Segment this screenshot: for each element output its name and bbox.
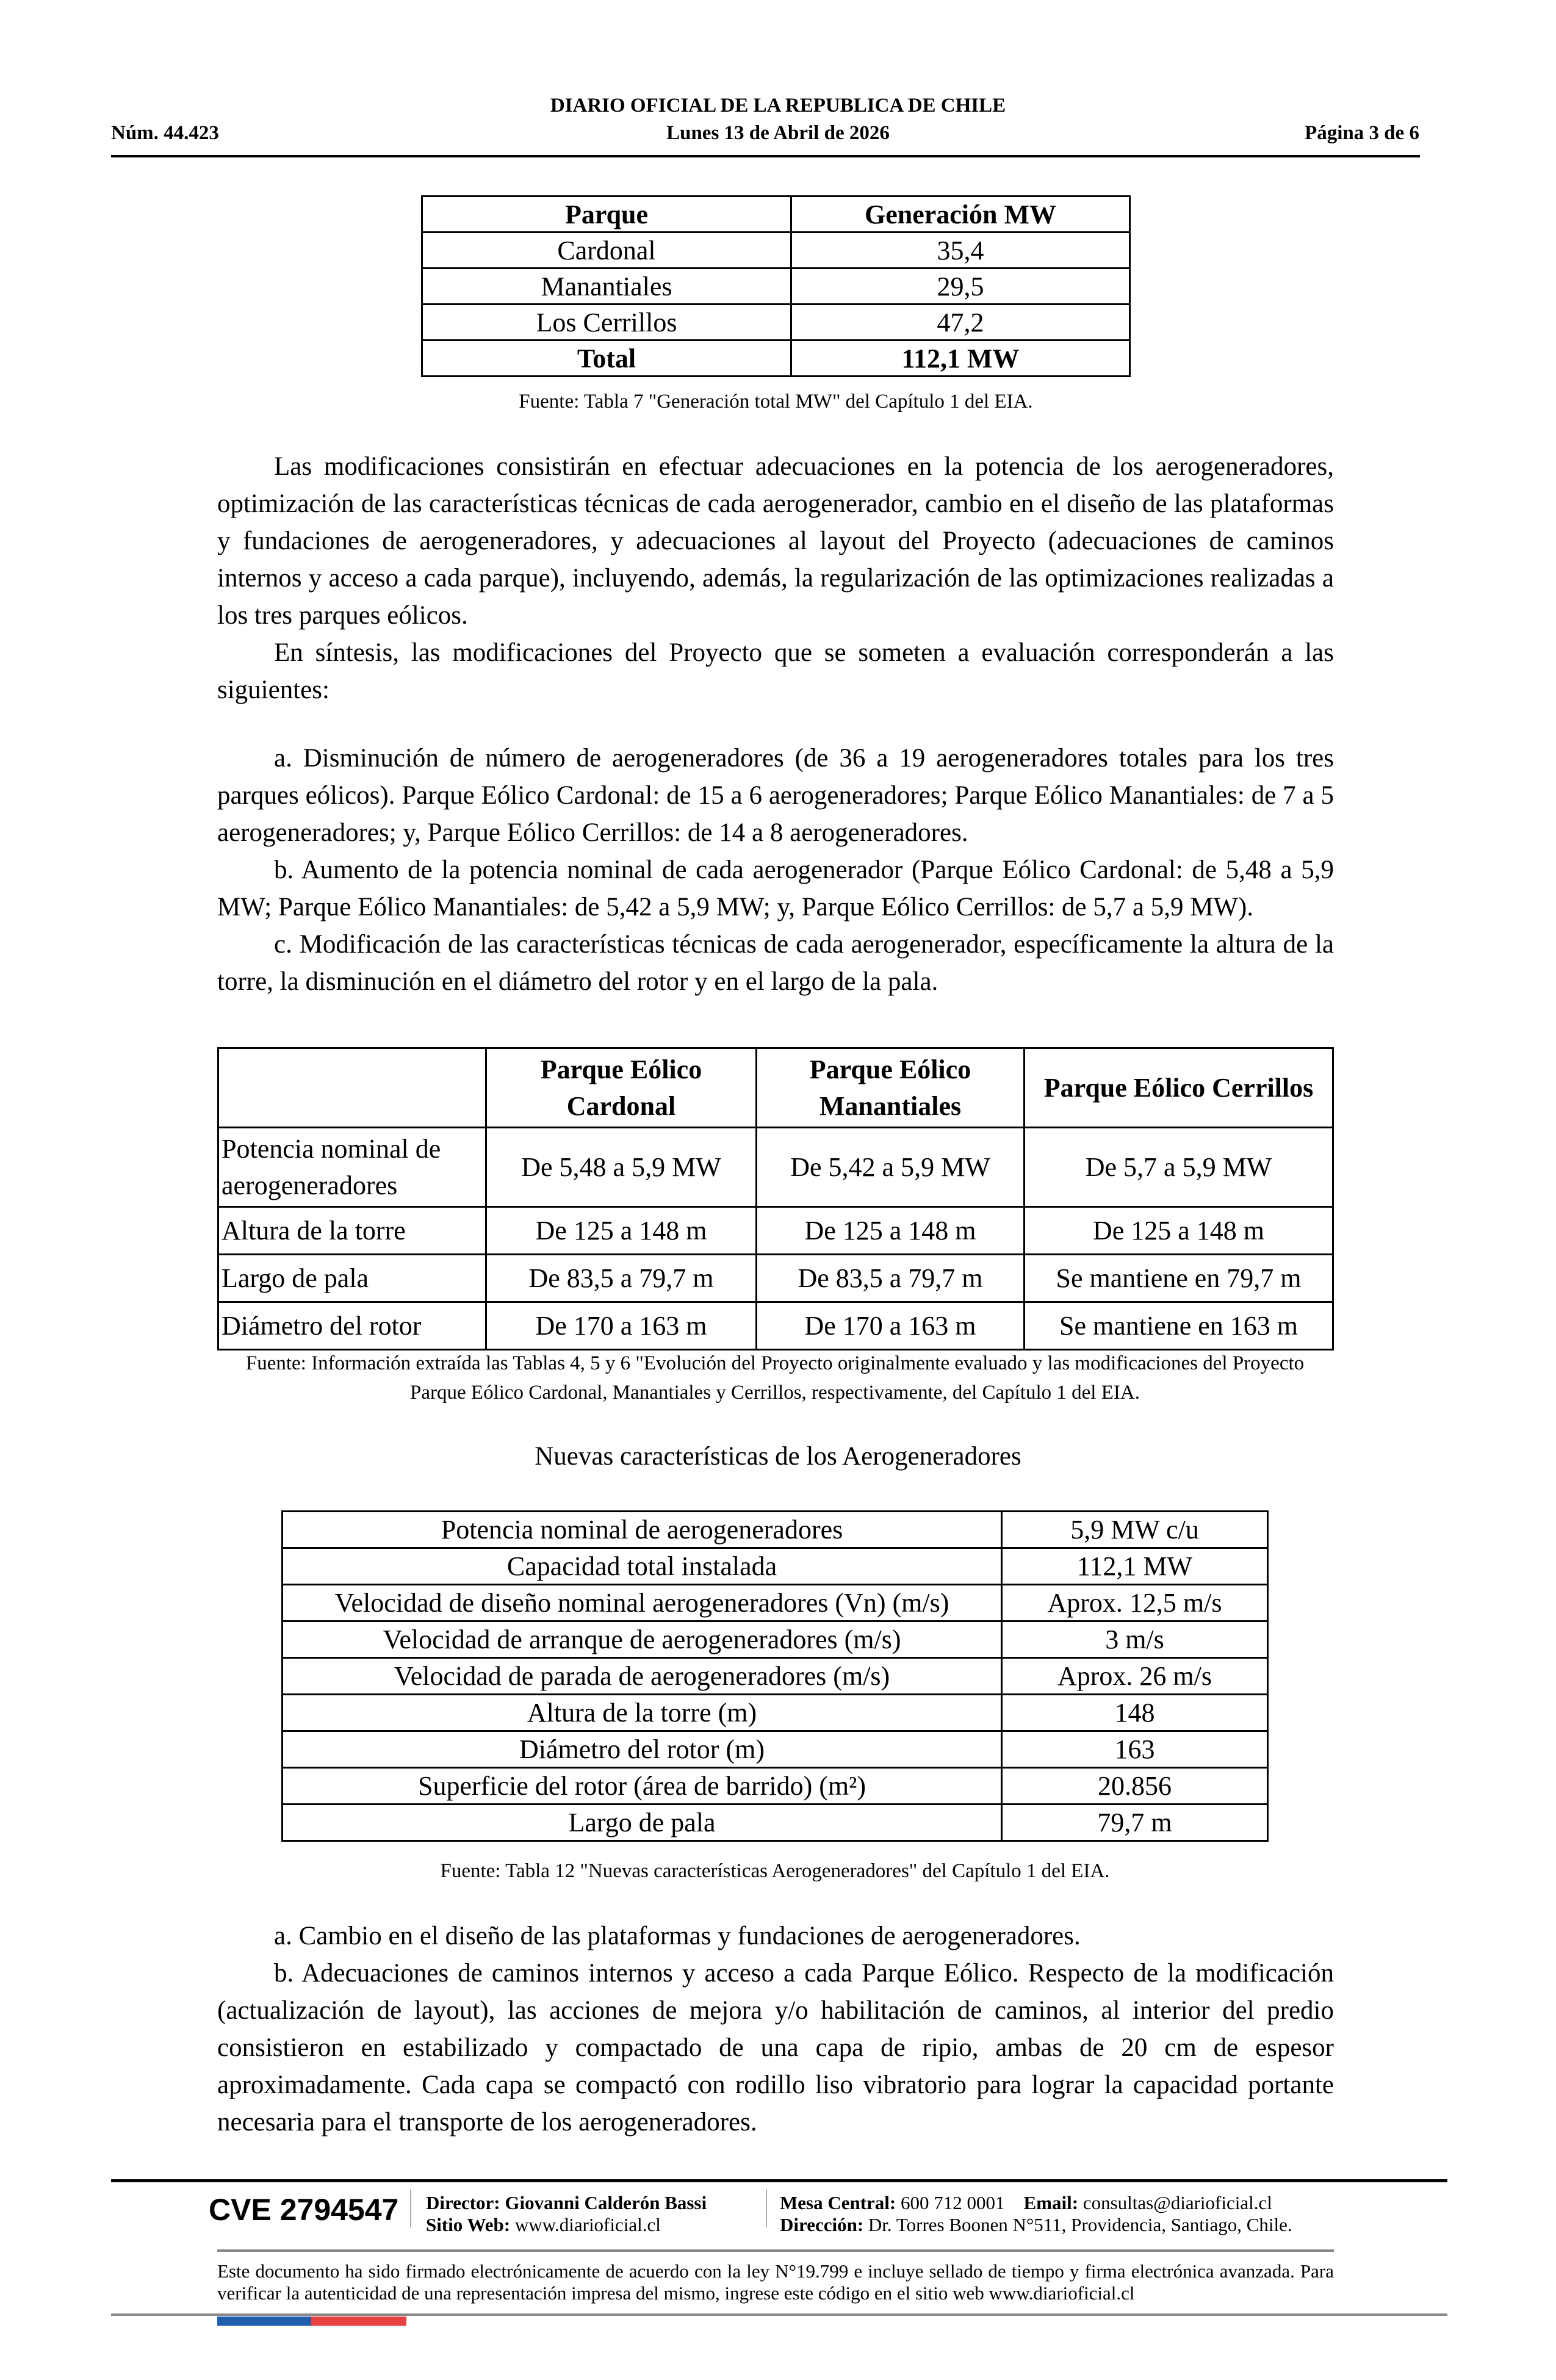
label: Sitio Web: xyxy=(426,2214,511,2235)
website-link[interactable]: www.diarioficial.cl xyxy=(514,2214,661,2235)
list-item: c. Modificación de las características técnicas de cada aerogenerador, específicamente la altura de la torre, la disminución en el diámetro del rotor y en el largo de la pala. xyxy=(217,930,1334,996)
cell: Total xyxy=(422,341,791,377)
list-item: b. Adecuaciones de caminos internos y acceso a cada Parque Eólico. Respecto de la modificación (actualización de layout), las acciones de mejora y/o habilitación de caminos, al interior del predio consistieron en estabilizado y compactado de una capa de ripio, ambas de 20 cm de espesor aproximadamente. Cada capa se compactó con rodillo liso vibratorio para lograr la capacidad portante necesaria para el transporte de los aerogeneradores. xyxy=(217,1959,1334,2137)
paragraph: En síntesis, las modificaciones del Proyecto que se someten a evaluación corresponderán a las siguientes: xyxy=(217,638,1334,704)
property-value: 112,1 MW xyxy=(1002,1548,1268,1585)
table2-source: Fuente: Información extraída las Tablas 4, 5 y 6 "Evolución del Proyecto originalmente evaluado y las modificaciones del Proyecto Parque Eólico Cardonal, Manantiales y Cerrillos, respectivamente, del Capítulo 1 del EIA. xyxy=(245,1352,1305,1404)
paragraph: Las modificaciones consistirán en efectuar adecuaciones en la potencia de los aerogeneradores, optimización de las características técnicas de cada aerogenerador, cambio en el diseño de las plataformas y fundaciones de aerogeneradores, y adecuaciones al layout del Proyecto (adecuaciones de caminos internos y acceso a cada parque), incluyendo, además, la regularización de las optimizaciones realizadas a los tres parques eólicos. xyxy=(217,452,1334,630)
list-item: a. Cambio en el diseño de las plataformas y fundaciones de aerogeneradores. xyxy=(274,1922,1081,1950)
footer-divider xyxy=(217,2249,1334,2252)
property-label: Altura de la torre (m) xyxy=(283,1695,1002,1731)
footer-rule xyxy=(111,2179,1447,2182)
flag-red-bar xyxy=(311,2317,406,2326)
label: Dirección: xyxy=(780,2214,864,2235)
cell: De 125 a 148 m xyxy=(486,1207,757,1255)
cell: De 5,42 a 5,9 MW xyxy=(757,1128,1025,1207)
cell: 47,2 xyxy=(791,305,1130,341)
col-header: Parque Eólico Manantiales xyxy=(757,1048,1025,1128)
table-row xyxy=(283,1621,1268,1658)
property-label: Superficie del rotor (área de barrido) (m²) xyxy=(283,1768,1002,1805)
property-value: 3 m/s xyxy=(1002,1621,1268,1658)
property-value: 148 xyxy=(1002,1695,1268,1731)
body-paragraphs xyxy=(217,448,1334,709)
cell: Se mantiene en 79,7 m xyxy=(1025,1255,1333,1302)
email-link[interactable]: consultas@diarioficial.cl xyxy=(1082,2192,1272,2213)
changes-list xyxy=(217,1917,1334,2141)
property-label: Velocidad de arranque de aerogeneradores (m/s) xyxy=(283,1621,1002,1658)
cell: Los Cerrillos xyxy=(422,305,791,341)
property-value: Aprox. 26 m/s xyxy=(1002,1658,1268,1695)
footer-contact xyxy=(780,2192,1292,2236)
table3-source: Fuente: Tabla 12 "Nuevas características Aerogeneradores" del Capítulo 1 del EIA. xyxy=(440,1860,1110,1882)
cell: Cardonal xyxy=(422,233,791,269)
property-value: 20.856 xyxy=(1002,1768,1268,1805)
cell: 35,4 xyxy=(791,233,1130,269)
cell: De 125 a 148 m xyxy=(757,1207,1025,1255)
property-value: 163 xyxy=(1002,1731,1268,1768)
cve-code: CVE 2794547 xyxy=(209,2193,399,2227)
table-row xyxy=(218,1302,1333,1350)
label: Email: xyxy=(1023,2192,1079,2213)
row-label: Altura de la torre xyxy=(218,1207,486,1255)
table-row xyxy=(422,233,1130,269)
parks-comparison-table xyxy=(217,1047,1334,1350)
row-label: Diámetro del rotor xyxy=(218,1302,486,1350)
divider xyxy=(410,2190,411,2227)
list-item: b. Aumento de la potencia nominal de cada aerogenerador (Parque Eólico Cardonal: de 5,48 a 5,9 MW; Parque Eólico Manantiales: de 5,42 a 5,9 MW; y, Parque Eólico Cerrillos: de 5,7 a 5,9 MW). xyxy=(217,856,1334,921)
table-row xyxy=(283,1512,1268,1548)
total-row xyxy=(422,341,1130,377)
cell: De 170 a 163 m xyxy=(486,1302,757,1350)
table-row xyxy=(283,1805,1268,1841)
property-value: Aprox. 12,5 m/s xyxy=(1002,1585,1268,1621)
cell: De 83,5 a 79,7 m xyxy=(486,1255,757,1302)
property-label: Velocidad de diseño nominal aerogeneradores (Vn) (m/s) xyxy=(283,1585,1002,1621)
cell: Se mantiene en 163 m xyxy=(1025,1302,1333,1350)
cell: 112,1 MW xyxy=(791,341,1130,377)
header-rule xyxy=(111,155,1420,157)
property-label: Capacidad total instalada xyxy=(283,1548,1002,1585)
issue-number: Núm. 44.423 xyxy=(111,122,219,144)
director-name: Giovanni Calderón Bassi xyxy=(505,2192,707,2213)
table1-source: Fuente: Tabla 7 "Generación total MW" del Capítulo 1 del EIA. xyxy=(519,391,1033,413)
col-header xyxy=(218,1048,486,1128)
property-label: Diámetro del rotor (m) xyxy=(283,1731,1002,1768)
cell: De 170 a 163 m xyxy=(757,1302,1025,1350)
col-header: Parque Eólico Cardonal xyxy=(486,1048,757,1128)
table-row xyxy=(218,1207,1333,1255)
label: Mesa Central: xyxy=(780,2192,896,2213)
table-row xyxy=(218,1255,1333,1302)
new-characteristics-table xyxy=(281,1510,1269,1842)
cell: Manantiales xyxy=(422,269,791,305)
page-number: Página 3 de 6 xyxy=(1305,122,1419,144)
table3-title: Nuevas características de los Aerogeneradores xyxy=(535,1442,1021,1471)
table-row xyxy=(283,1731,1268,1768)
label: Director: xyxy=(426,2192,500,2213)
col-header: Parque xyxy=(422,197,791,233)
property-value: 5,9 MW c/u xyxy=(1002,1512,1268,1548)
list-item: a. Disminución de número de aerogeneradores (de 36 a 19 aerogeneradores totales para los tres parques eólicos). Parque Eólico Cardonal: de 15 a 6 aerogeneradores; Parque Eólico Manantiales: de 7 a 5 aerogeneradores; y, Parque Eólico Cerrillos: de 14 a 8 aerogeneradores. xyxy=(217,744,1334,847)
row-label: Potencia nominal de aerogeneradores xyxy=(218,1128,486,1207)
generation-table xyxy=(421,195,1131,377)
issue-date: Lunes 13 de Abril de 2026 xyxy=(666,122,890,144)
table-row xyxy=(283,1658,1268,1695)
row-label: Largo de pala xyxy=(218,1255,486,1302)
bottom-rule xyxy=(111,2313,1447,2316)
signature-note: Este documento ha sido firmado electrónicamente de acuerdo con la ley N°19.799 e incluye sellado de tiempo y firma electrónica avanzada. Para verificar la autenticidad de una representación impresa del mismo, ingrese este código en el sitio web www.diarioficial.cl xyxy=(217,2260,1334,2304)
property-label: Velocidad de parada de aerogeneradores (m/s) xyxy=(283,1658,1002,1695)
col-header: Generación MW xyxy=(791,197,1130,233)
modification-list xyxy=(217,740,1334,1000)
flag-blue-bar xyxy=(217,2317,311,2326)
footer-director xyxy=(426,2192,707,2236)
divider xyxy=(766,2190,767,2227)
phone: 600 712 0001 xyxy=(901,2192,1005,2213)
cell: De 83,5 a 79,7 m xyxy=(757,1255,1025,1302)
property-label: Largo de pala xyxy=(283,1805,1002,1841)
property-value: 79,7 m xyxy=(1002,1805,1268,1841)
table-row xyxy=(283,1768,1268,1805)
col-header: Parque Eólico Cerrillos xyxy=(1025,1048,1333,1128)
cell: De 5,7 a 5,9 MW xyxy=(1025,1128,1333,1207)
table-row xyxy=(218,1128,1333,1207)
cell: 29,5 xyxy=(791,269,1130,305)
table-row xyxy=(422,269,1130,305)
table-row xyxy=(422,305,1130,341)
address: Dr. Torres Boonen N°511, Providencia, Santiago, Chile. xyxy=(868,2214,1292,2235)
table-row xyxy=(283,1585,1268,1621)
table-row xyxy=(283,1695,1268,1731)
property-label: Potencia nominal de aerogeneradores xyxy=(283,1512,1002,1548)
table-row xyxy=(283,1548,1268,1585)
cell: De 5,48 a 5,9 MW xyxy=(486,1128,757,1207)
cell: De 125 a 148 m xyxy=(1025,1207,1333,1255)
newspaper-title: DIARIO OFICIAL DE LA REPUBLICA DE CHILE xyxy=(550,95,1006,117)
